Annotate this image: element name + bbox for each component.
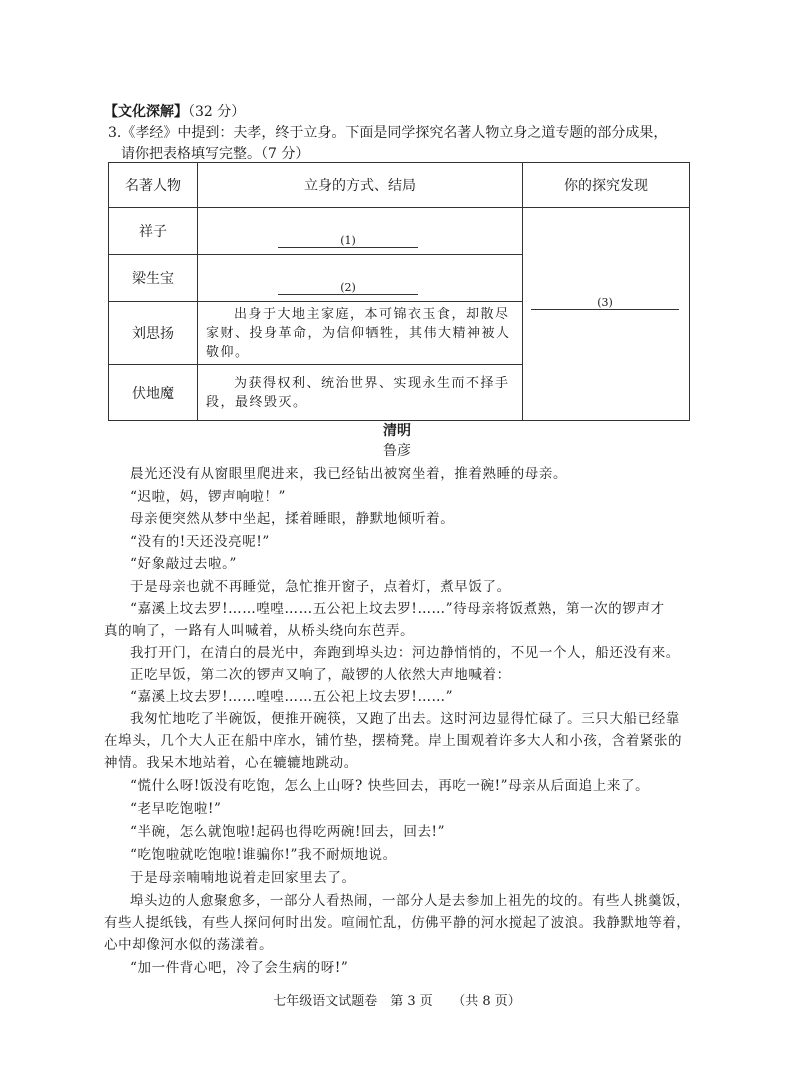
story-line: 于是母亲喃喃地说着走回家里去了。: [130, 870, 356, 886]
section-heading: [104, 101, 245, 121]
header-finding: 你的探究发现: [523, 163, 690, 208]
page-footer: 七年级语文试题卷 第 3 页 （共 8 页）: [273, 994, 521, 1009]
story-line: 我匆忙地吃了半碗饭，便推开碗筷，又跑了出去。这时河边显得忙碌了。三只大船已经靠: [130, 711, 680, 727]
story-line: 在埠头，几个大人正在船中庠水，铺竹垫，摆椅凳。岸上围观着许多大人和小孩，含着紧张的: [104, 733, 683, 749]
story-line: 于是母亲也就不再睡觉，急忙推开窗子，点着灯，煮早饭了。: [130, 579, 511, 595]
story-line: “迟啦，妈，锣声响啦！”: [130, 489, 287, 505]
story-line: “没有的!天还没亮呢!”: [130, 534, 270, 550]
character-description: 出身于大地主家庭，本可锦衣玉食，却散尽家财、投身革命，为信仰牺牲，其伟大精神被人敬仰。: [198, 302, 523, 365]
research-table: [108, 162, 690, 421]
story-line: “嘉溪上坟去罗!……喤喤……五公祀上坟去罗!……”: [130, 689, 454, 705]
story-line: 埠头边的人愈聚愈多，一部分人看热闹，一部分人是去参加上祖先的坟的。有些人挑羹饭，: [130, 893, 691, 909]
table-header-row: [109, 163, 690, 208]
story-line: 真的响了，一路有人叫喊着，从桥头绕向东芭弄。: [104, 623, 415, 639]
story-line: 心中却像河水似的荡漾着。: [104, 937, 274, 953]
character-name: 伏地魔: [109, 365, 198, 421]
character-name: 祥子: [109, 208, 198, 255]
character-description: 为获得权利、统治世界、实现永生而不择手段，最终毁灭。: [198, 365, 523, 421]
story-line: “慌什么呀!饭没有吃饱，怎么上山呀? 快些回去，再吃一碗!”母亲从后面追上来了。: [130, 778, 650, 794]
answer-cell-1: [198, 208, 523, 255]
question-prompt-line2: 请你把表格填写完整。（7 分）: [121, 146, 310, 162]
story-line: 母亲便突然从梦中坐起，揉着睡眼，静默地倾听着。: [130, 511, 455, 527]
answer-blank-2[interactable]: (2): [278, 281, 418, 295]
question-prompt-line1: 3.《孝经》中提到：夫孝，终于立身。下面是同学探究名著人物立身之道专题的部分成果，: [108, 125, 668, 141]
story-line: “好象敲过去啦。”: [130, 556, 237, 572]
header-method: 立身的方式、结局: [198, 163, 523, 208]
answer-blank-3[interactable]: (3): [531, 296, 679, 310]
character-name: 梁生宝: [109, 255, 198, 302]
table-row: [109, 208, 690, 255]
header-character: 名著人物: [109, 163, 198, 208]
answer-blank-1[interactable]: (1): [278, 234, 418, 248]
story-author: 鲁彦: [383, 443, 411, 459]
story-title: 清明: [383, 423, 411, 439]
story-line: 有些人提纸钱，有些人探问何时出发。喧闹忙乱，仿佛平静的河水搅起了波浪。我静默地等着，: [104, 915, 691, 931]
character-name: 刘思扬: [109, 302, 198, 365]
story-line: “加一件背心吧，冷了会生病的呀!”: [130, 960, 349, 976]
section-points: （32 分）: [188, 104, 246, 120]
story-line: “嘉溪上坟去罗!……喤喤……五公祀上坟去罗!……”待母亲将饭煮熟，第一次的锣声才: [130, 601, 665, 617]
story-line: 正吃早饭，第二次的锣声又响了，敲锣的人依然大声地喊着：: [130, 667, 511, 683]
story-line: 神情。我呆木地站着，心在辘辘地跳动。: [104, 755, 358, 771]
section-title: 【文化深解】: [104, 104, 188, 120]
finding-cell: [523, 208, 690, 421]
story-line: “老早吃饱啦!”: [130, 801, 222, 817]
story-line: “吃饱啦就吃饱啦!谁骗你!”我不耐烦地说。: [130, 847, 397, 863]
story-line: 我打开门，在清白的晨光中，奔跑到埠头边：河边静悄悄的，不见一个人，船还没有来。: [130, 645, 680, 661]
answer-cell-2: [198, 255, 523, 302]
story-line: 晨光还没有从窗眼里爬进来，我已经钻出被窝坐着，推着熟睡的母亲。: [130, 466, 568, 482]
story-line: “半碗，怎么就饱啦!起码也得吃两碗!回去，回去!”: [130, 824, 446, 840]
